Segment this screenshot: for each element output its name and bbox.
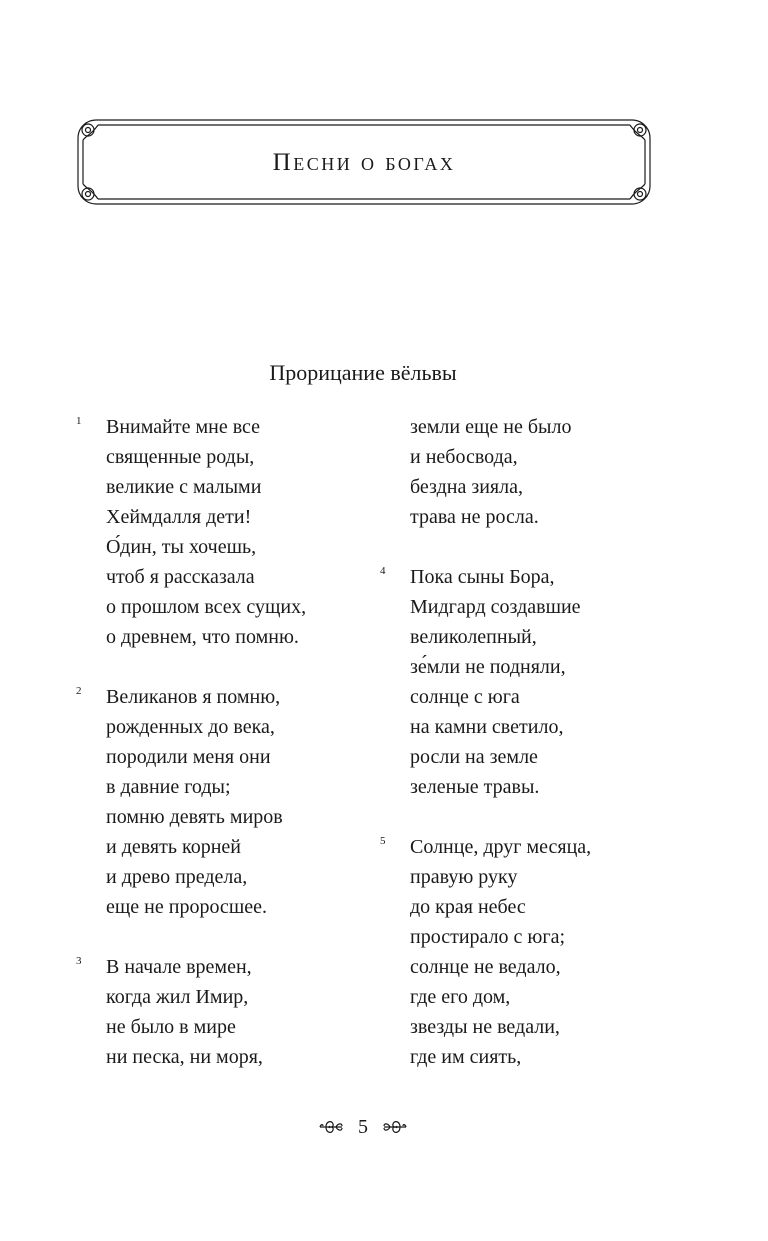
verse-line: помню девять миров bbox=[106, 806, 283, 828]
verse-line: рожденных до века, bbox=[106, 716, 275, 738]
stanza bbox=[380, 832, 700, 1072]
verse-line: породили меня они bbox=[106, 746, 271, 768]
poem-title: Прорицание вёльвы bbox=[269, 360, 457, 385]
verse-line: Мидгард создавшие bbox=[410, 596, 581, 618]
verse-line: зе́мли не подняли, bbox=[410, 656, 566, 678]
stanza-number: 3 bbox=[76, 955, 82, 967]
verse-line: простирало с юга; bbox=[410, 926, 566, 948]
verse-line: где его дом, bbox=[410, 986, 511, 1008]
verse-line: и небосвода, bbox=[410, 446, 518, 468]
left-flourish-icon bbox=[318, 1117, 344, 1137]
stanza bbox=[76, 412, 396, 652]
verse-line: Хеймдалля дети! bbox=[106, 506, 252, 528]
stanza bbox=[76, 952, 396, 1072]
verse-line: священные роды, bbox=[106, 446, 255, 468]
verse-line: В начале времен, bbox=[106, 956, 252, 978]
verse-line: Внимайте мне все bbox=[106, 416, 261, 438]
verse-line: и древо предела, bbox=[106, 866, 248, 888]
page-footer bbox=[0, 1112, 726, 1142]
verse-line: до края небес bbox=[410, 896, 526, 918]
verse-line: Великанов я помню, bbox=[106, 686, 281, 708]
verse-line: Солнце, друг месяца, bbox=[410, 836, 592, 858]
verse-line: О́дин, ты хочешь, bbox=[106, 536, 257, 558]
verse-line: Пока сыны Бора, bbox=[410, 566, 555, 588]
right-flourish-icon bbox=[382, 1117, 408, 1137]
verse-line: правую руку bbox=[410, 866, 518, 888]
stanza-number: 5 bbox=[380, 835, 386, 847]
verse-line: в давние годы; bbox=[106, 776, 231, 798]
verse-line: звезды не ведали, bbox=[410, 1016, 560, 1038]
verse-line: еще не проросшее. bbox=[106, 896, 267, 918]
verse-line: чтоб я рассказала bbox=[106, 566, 255, 588]
verse-line: росли на земле bbox=[410, 746, 538, 768]
verse-line: солнце с юга bbox=[410, 686, 520, 708]
verse-line: бездна зияла, bbox=[410, 476, 523, 498]
page-number: 5 bbox=[358, 1116, 368, 1138]
verse-line: зеленые травы. bbox=[410, 776, 540, 798]
verse-line: земли еще не было bbox=[410, 416, 572, 438]
left-column bbox=[76, 412, 396, 1102]
verse-line: и девять корней bbox=[106, 836, 241, 858]
chapter-title: Песни о богах bbox=[272, 149, 456, 176]
verse-line: не было в мире bbox=[106, 1016, 236, 1038]
stanza bbox=[76, 682, 396, 922]
verse-line: о древнем, что помню. bbox=[106, 626, 299, 648]
verse-line: о прошлом всех сущих, bbox=[106, 596, 307, 618]
verse-line: на камни светило, bbox=[410, 716, 564, 738]
verse-line: трава не росла. bbox=[410, 506, 539, 528]
stanza-number: 2 bbox=[76, 685, 82, 697]
verse-line: солнце не ведало, bbox=[410, 956, 561, 978]
stanza-number: 1 bbox=[76, 415, 82, 427]
verse-line: где им сиять, bbox=[410, 1046, 522, 1068]
stanza bbox=[410, 412, 700, 532]
chapter-frame bbox=[74, 116, 654, 208]
verse-line: великие с малыми bbox=[106, 476, 262, 498]
verse-line: ни песка, ни моря, bbox=[106, 1046, 263, 1068]
verse-line: великолепный, bbox=[410, 626, 537, 648]
stanza bbox=[380, 562, 700, 802]
right-column bbox=[380, 412, 700, 1102]
verse-line: когда жил Имир, bbox=[106, 986, 249, 1008]
stanza-number: 4 bbox=[380, 565, 386, 577]
